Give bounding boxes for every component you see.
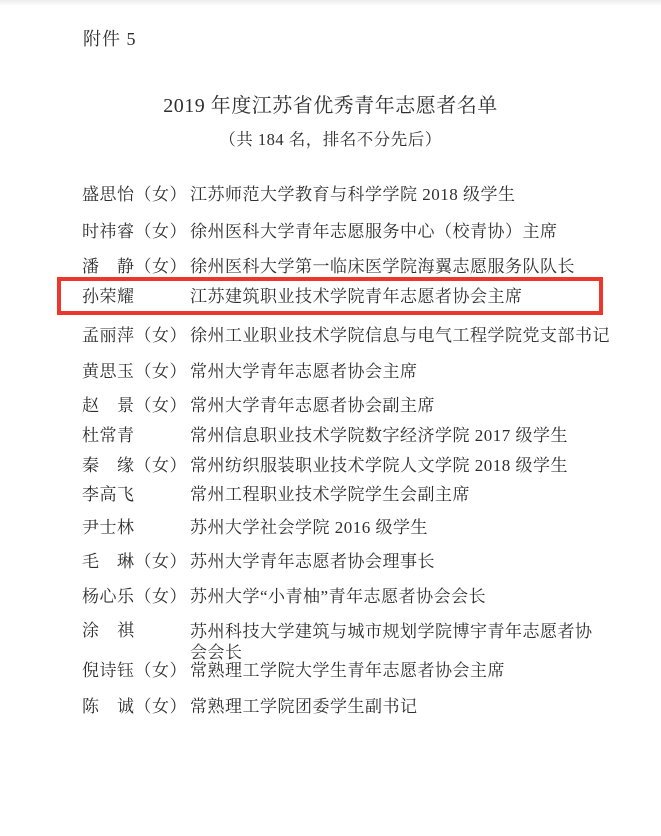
volunteer-desc: 苏州大学青年志愿者协会理事长 bbox=[190, 552, 435, 571]
volunteer-name: 孙荣耀 bbox=[82, 287, 135, 306]
volunteer-desc: 苏州大学“小青柚”青年志愿者协会会长 bbox=[190, 587, 487, 606]
volunteer-desc: 江苏建筑职业技术学院青年志愿者协会主席 bbox=[190, 287, 523, 306]
document-subtitle: （共 184 名，排名不分先后） bbox=[219, 130, 442, 149]
volunteer-desc: 常州大学青年志愿者协会副主席 bbox=[190, 396, 435, 415]
list-item bbox=[82, 396, 622, 415]
document-title: 2019 年度江苏省优秀青年志愿者名单 bbox=[163, 95, 498, 117]
list-item bbox=[82, 456, 622, 475]
volunteer-name: 秦 缘（女） bbox=[82, 456, 187, 475]
volunteer-desc bbox=[190, 621, 622, 663]
list-item-highlighted bbox=[82, 287, 622, 306]
volunteer-desc-line2: 会会长 bbox=[190, 643, 243, 662]
volunteer-desc: 常熟理工学院团委学生副书记 bbox=[190, 697, 418, 716]
list-item bbox=[82, 185, 622, 204]
list-item bbox=[82, 426, 622, 445]
volunteer-desc: 常州大学青年志愿者协会主席 bbox=[190, 362, 418, 381]
volunteer-name: 赵 景（女） bbox=[82, 396, 187, 415]
volunteer-name: 倪诗钰（女） bbox=[82, 661, 187, 680]
volunteer-desc: 徐州医科大学第一临床医学院海翼志愿服务队队长 bbox=[190, 257, 575, 276]
volunteer-name: 李高飞 bbox=[82, 485, 135, 504]
attachment-label: 附件 5 bbox=[83, 29, 137, 49]
volunteer-name: 杜常青 bbox=[82, 426, 135, 445]
list-item bbox=[82, 362, 622, 381]
volunteer-name: 毛 琳（女） bbox=[82, 552, 187, 571]
list-item bbox=[82, 518, 622, 537]
volunteer-desc: 常熟理工学院大学生青年志愿者协会主席 bbox=[190, 661, 505, 680]
list-item bbox=[82, 697, 622, 716]
list-item bbox=[82, 552, 622, 571]
list-item bbox=[82, 485, 622, 504]
volunteer-name: 黄思玉（女） bbox=[82, 362, 187, 381]
volunteer-desc: 常州纺织服装职业技术学院人文学院 2018 级学生 bbox=[190, 456, 568, 475]
list-item bbox=[82, 661, 622, 680]
volunteer-name: 潘 静（女） bbox=[82, 257, 187, 276]
volunteer-desc-line1: 苏州科技大学建筑与城市规划学院博宇青年志愿者协 bbox=[190, 622, 593, 641]
volunteer-name: 陈 诚（女） bbox=[82, 697, 187, 716]
volunteer-desc: 徐州医科大学青年志愿服务中心（校青协）主席 bbox=[190, 222, 558, 241]
page-top-edge bbox=[0, 0, 661, 5]
volunteer-name: 孟丽萍（女） bbox=[82, 326, 187, 345]
volunteer-name: 时祎睿（女） bbox=[82, 222, 187, 241]
volunteer-desc: 常州信息职业技术学院数字经济学院 2017 级学生 bbox=[190, 426, 568, 445]
list-item bbox=[82, 222, 622, 241]
volunteer-name: 尹士林 bbox=[82, 518, 135, 537]
list-item bbox=[82, 621, 622, 663]
volunteer-desc: 徐州工业职业技术学院信息与电气工程学院党支部书记 bbox=[190, 326, 610, 345]
list-item bbox=[82, 257, 622, 276]
volunteer-name: 涂 祺 bbox=[82, 621, 135, 640]
volunteer-name: 杨心乐（女） bbox=[82, 587, 187, 606]
list-item bbox=[82, 326, 622, 345]
volunteer-desc: 江苏师范大学教育与科学学院 2018 级学生 bbox=[190, 185, 516, 204]
volunteer-desc: 苏州大学社会学院 2016 级学生 bbox=[190, 518, 428, 537]
volunteer-desc: 常州工程职业技术学院学生会副主席 bbox=[190, 485, 470, 504]
volunteer-name: 盛思怡（女） bbox=[82, 185, 187, 204]
list-item bbox=[82, 587, 622, 606]
